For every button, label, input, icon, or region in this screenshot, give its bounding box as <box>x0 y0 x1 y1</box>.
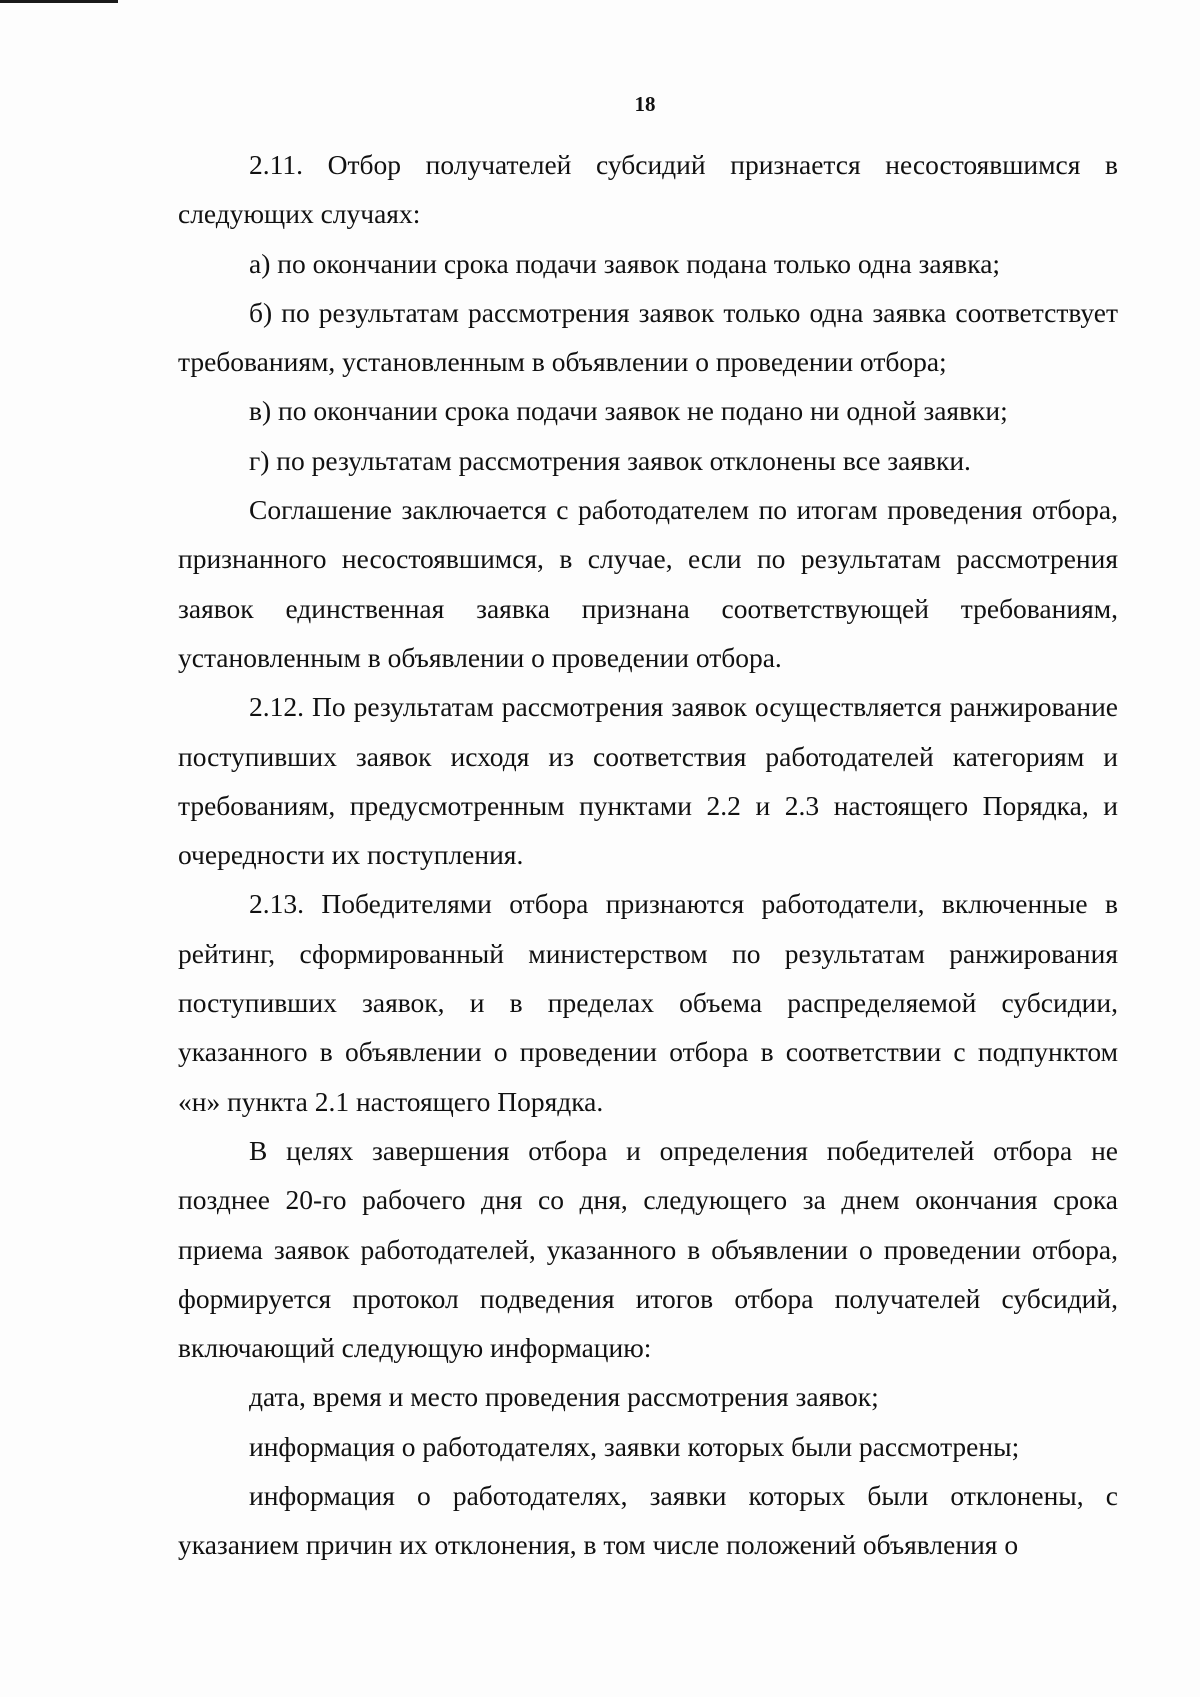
document-body <box>178 140 1118 1570</box>
paragraph-protocol-item-date: дата, время и место проведения рассмотрения заявок; <box>249 1381 879 1413</box>
paragraph-item-a: а) по окончании срока подачи заявок подана только одна заявка; <box>249 247 1001 279</box>
paragraph-2-12: 2.12. По результатам рассмотрения заявок осуществляется ранжирование поступивших заявок исходя из соответствия работодателей категориям и требованиям, предусмотренным пунктами 2.2 и 2.3 настоящего Порядка, и очередности их поступления. <box>178 691 1118 871</box>
paragraph-protocol-item-rejected: информация о работодателях, заявки которых были отклонены, с указанием причин их отклонения, в том числе положений объявления о <box>178 1480 1118 1561</box>
paragraph-2-13: 2.13. Победителями отбора признаются работодатели, включенные в рейтинг, сформированный министерством по результатам ранжирования поступивших заявок, и в пределах объема распределяемой субсидии, указанного в объявлении о проведении отбора в соответствии с подпунктом «н» пункта 2.1 настоящего Порядка. <box>178 888 1118 1117</box>
paragraph-protocol-item-reviewed: информация о работодателях, заявки которых были рассмотрены; <box>249 1430 1020 1462</box>
paragraph-2-11: 2.11. Отбор получателей субсидий признается несостоявшимся в следующих случаях: <box>178 149 1118 230</box>
paragraph-item-v: в) по окончании срока подачи заявок не подано ни одной заявки; <box>249 395 1008 427</box>
paragraph-protocol: В целях завершения отбора и определения победителей отбора не позднее 20-го рабочего дня со дня, следующего за днем окончания срока приема заявок работодателей, указанного в объявлении о проведении отбора, формируется протокол подведения итогов отбора получателей субсидий, включающий следующую информацию: <box>178 1134 1118 1364</box>
page-number: 18 <box>634 92 656 116</box>
paragraph-item-g: г) по результатам рассмотрения заявок отклонены все заявки. <box>249 444 971 476</box>
scan-edge-mark <box>0 0 118 3</box>
paragraph-item-b: б) по результатам рассмотрения заявок только одна заявка соответствует требованиям, установленным в объявлении о проведении отбора; <box>178 296 1118 378</box>
paragraph-agreement: Соглашение заключается с работодателем по итогам проведения отбора, признанного несостоявшимся, в случае, если по результатам рассмотрения заявок единственная заявка признана соответствующей требованиям, установленным в объявлении о проведении отбора. <box>178 494 1118 673</box>
